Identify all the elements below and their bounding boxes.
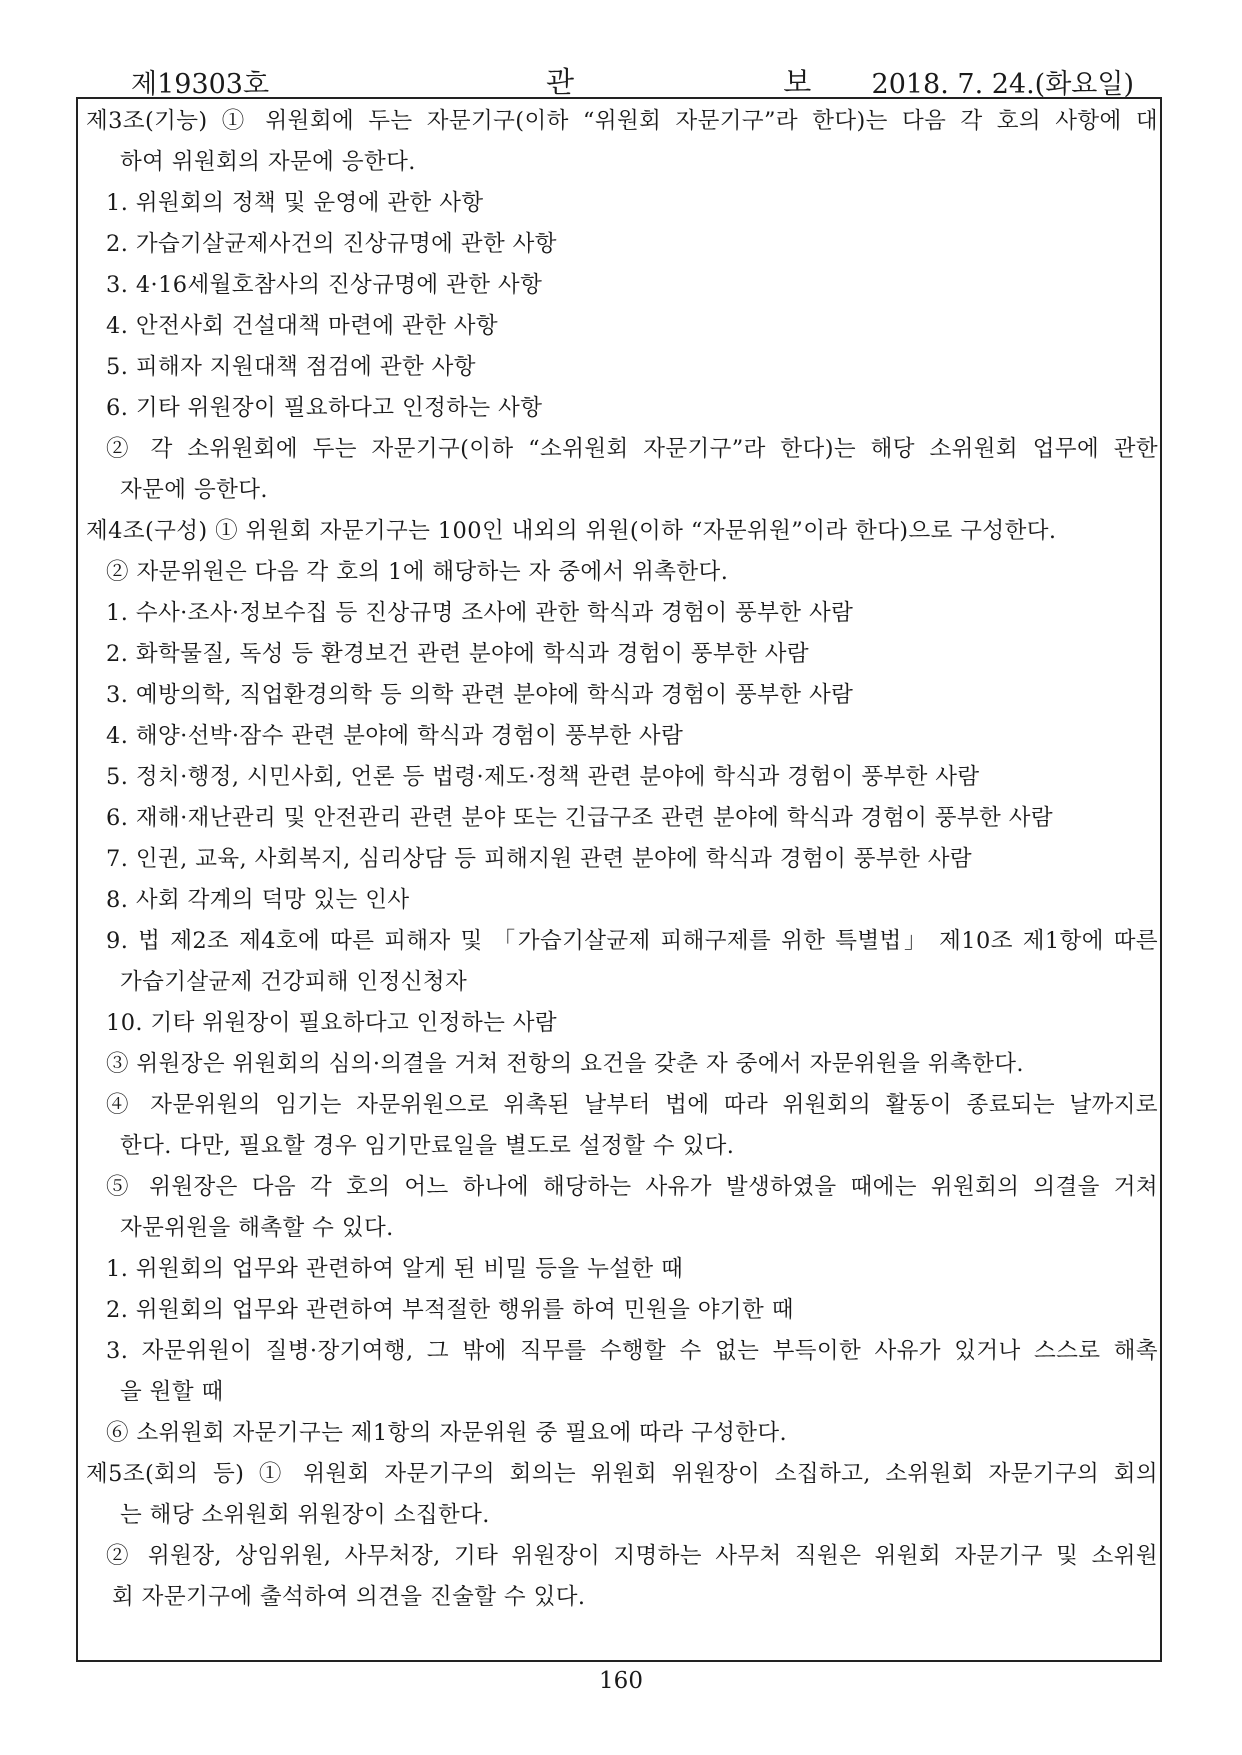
text-line: 6. 기타 위원장이 필요하다고 인정하는 사항 (106, 395, 543, 421)
text-line: 제5조(회의 등) ① 위원회 자문기구의 회의는 위원회 위원장이 소집하고, 소위원회 자문기구의 회의 (86, 1461, 1158, 1487)
text-line: ③ 위원장은 위원회의 심의·의결을 거쳐 전항의 요건을 갖춘 자 중에서 자문위원을 위촉한다. (106, 1051, 1024, 1077)
text-line: 8. 사회 각계의 덕망 있는 인사 (106, 887, 410, 913)
text-line: 한다. 다만, 필요할 경우 임기만료일을 별도로 설정할 수 있다. (120, 1133, 735, 1159)
text-line: 2. 가습기살균제사건의 진상규명에 관한 사항 (106, 231, 557, 257)
text-line: 하여 위원회의 자문에 응한다. (120, 149, 416, 175)
text-line: ② 위원장, 상임위원, 사무처장, 기타 위원장이 지명하는 사무처 직원은 위원회 자문기구 및 소위원 (106, 1543, 1158, 1569)
publication-date: 2018. 7. 24.(화요일) (871, 69, 1134, 100)
gazette-header (76, 60, 1166, 100)
text-line: ⑥ 소위원회 자문기구는 제1항의 자문위원 중 필요에 따라 구성한다. (106, 1420, 788, 1446)
page-footer (0, 1668, 1242, 1694)
text-line: 2. 위원회의 업무와 관련하여 부적절한 행위를 하여 민원을 야기한 때 (106, 1297, 794, 1323)
text-line: 자문위원을 해촉할 수 있다. (120, 1215, 394, 1241)
text-line: 제4조(구성) ① 위원회 자문기구는 100인 내외의 위원(이하 “자문위원”이라 한다)으로 구성한다. (86, 518, 1057, 544)
text-line: 3. 4·16세월호참사의 진상규명에 관한 사항 (106, 272, 543, 298)
text-line: ② 자문위원은 다음 각 호의 1에 해당하는 자 중에서 위촉한다. (106, 559, 729, 585)
text-line: 을 원할 때 (120, 1379, 224, 1405)
publication-title: 관 보 (546, 65, 912, 99)
text-line: 1. 위원회의 정책 및 운영에 관한 사항 (106, 190, 484, 216)
text-line: 3. 자문위원이 질병·장기여행, 그 밖에 직무를 수행할 수 없는 부득이한 사유가 있거나 스스로 해촉 (106, 1338, 1158, 1364)
text-line: 5. 피해자 지원대책 점검에 관한 사항 (106, 354, 476, 380)
text-line: 5. 정치·행정, 시민사회, 언론 등 법령·제도·정책 관련 분야에 학식과 경험이 풍부한 사람 (106, 764, 980, 790)
text-line: 1. 위원회의 업무와 관련하여 알게 된 비밀 등을 누설한 때 (106, 1256, 684, 1282)
page-number: 160 (599, 1668, 643, 1694)
text-line: 3. 예방의학, 직업환경의학 등 의학 관련 분야에 학식과 경험이 풍부한 사람 (106, 682, 854, 708)
text-line: 6. 재해·재난관리 및 안전관리 관련 분야 또는 긴급구조 관련 분야에 학식과 경험이 풍부한 사람 (106, 805, 1053, 831)
text-line: 9. 법 제2조 제4호에 따른 피해자 및 「가습기살균제 피해구제를 위한 특별법」 제10조 제1항에 따른 (106, 928, 1158, 954)
text-line: 4. 해양·선박·잠수 관련 분야에 학식과 경험이 풍부한 사람 (106, 723, 684, 749)
text-line: ④ 자문위원의 임기는 자문위원으로 위촉된 날부터 법에 따라 위원회의 활동이 종료되는 날까지로 (106, 1092, 1158, 1118)
text-line: 가습기살균제 건강피해 인정신청자 (120, 969, 468, 995)
text-line: 는 해당 소위원회 위원장이 소집한다. (120, 1502, 490, 1528)
document-body (84, 101, 1158, 1618)
text-line: 2. 화학물질, 독성 등 환경보건 관련 분야에 학식과 경험이 풍부한 사람 (106, 641, 809, 667)
text-line: ② 각 소위원회에 두는 자문기구(이하 “소위원회 자문기구”라 한다)는 해당 소위원회 업무에 관한 (106, 436, 1158, 462)
text-line: 제3조(기능) ① 위원회에 두는 자문기구(이하 “위원회 자문기구”라 한다)는 다음 각 호의 사항에 대 (86, 108, 1158, 134)
text-line: 1. 수사·조사·정보수집 등 진상규명 조사에 관한 학식과 경험이 풍부한 사람 (106, 600, 854, 626)
text-line: 7. 인권, 교육, 사회복지, 심리상담 등 피해지원 관련 분야에 학식과 경험이 풍부한 사람 (106, 846, 973, 872)
text-line: 10. 기타 위원장이 필요하다고 인정하는 사람 (106, 1010, 558, 1036)
text-line: 회 자문기구에 출석하여 의견을 진술할 수 있다. (112, 1584, 586, 1610)
text-line: ⑤ 위원장은 다음 각 호의 어느 하나에 해당하는 사유가 발생하였을 때에는 위원회의 의결을 거쳐 (106, 1174, 1158, 1200)
text-line: 자문에 응한다. (120, 477, 268, 503)
issue-number: 제19303호 (131, 69, 270, 100)
text-line: 4. 안전사회 건설대책 마련에 관한 사항 (106, 313, 499, 339)
